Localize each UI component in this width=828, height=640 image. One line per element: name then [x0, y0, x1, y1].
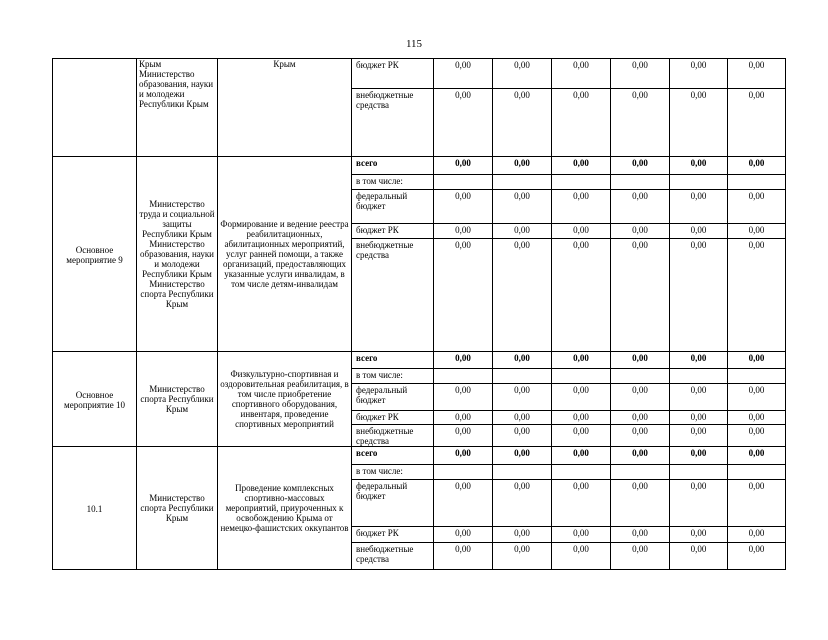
amount-cell: 0,00 — [728, 384, 786, 411]
amount-cell: 0,00 — [728, 543, 786, 570]
executor-cell: Министерство спорта Республики Крым — [137, 352, 218, 447]
amount-cell: 0,00 — [493, 447, 552, 465]
amount-cell: 0,00 — [552, 480, 611, 527]
amount-cell: 0,00 — [434, 239, 493, 352]
amount-cell: 0,00 — [611, 59, 670, 89]
page-number: 115 — [405, 38, 423, 50]
amount-cell: 0,00 — [552, 157, 611, 175]
funding-source-cell: в том числе: — [352, 175, 434, 190]
amount-cell: 0,00 — [552, 224, 611, 239]
amount-cell: 0,00 — [434, 157, 493, 175]
amount-cell: 0,00 — [552, 352, 611, 369]
amount-cell: 0,00 — [670, 89, 728, 157]
amount-cell: 0,00 — [434, 527, 493, 543]
executor-cell: Министерство труда и социальной защиты Республики Крым Министерство образования, науки и молодежи Республики Крым Министерство спорта Республики Крым — [137, 157, 218, 352]
description-cell: Проведение комплексных спортивно-массовых мероприятий, приуроченных к освобождению Крыма от немецко-фашистских оккупантов — [218, 447, 352, 570]
funding-source-cell: всего — [352, 352, 434, 369]
funding-source-cell: внебюджетные средства — [352, 89, 434, 157]
event-cell: Основное мероприятие 10 — [53, 352, 137, 447]
funding-source-cell: всего — [352, 157, 434, 175]
event-cell: Основное мероприятие 9 — [53, 157, 137, 352]
amount-cell: 0,00 — [493, 239, 552, 352]
amount-cell: 0,00 — [552, 239, 611, 352]
amount-cell: 0,00 — [611, 411, 670, 425]
amount-cell: 0,00 — [670, 157, 728, 175]
amount-cell — [728, 369, 786, 384]
amount-cell: 0,00 — [493, 352, 552, 369]
amount-cell — [611, 369, 670, 384]
table-row — [53, 447, 786, 465]
amount-cell: 0,00 — [728, 480, 786, 527]
funding-source-cell: бюджет РК — [352, 224, 434, 239]
amount-cell — [552, 175, 611, 190]
funding-source-cell: в том числе: — [352, 465, 434, 480]
amount-cell: 0,00 — [552, 411, 611, 425]
amount-cell — [670, 175, 728, 190]
executor-cell: Крым Министерство образования, науки и молодежи Республики Крым — [137, 59, 218, 157]
funding-source-cell: внебюджетные средства — [352, 543, 434, 570]
amount-cell: 0,00 — [670, 527, 728, 543]
amount-cell: 0,00 — [552, 59, 611, 89]
amount-cell — [611, 465, 670, 480]
amount-cell: 0,00 — [493, 411, 552, 425]
amount-cell: 0,00 — [493, 384, 552, 411]
amount-cell: 0,00 — [552, 543, 611, 570]
amount-cell — [611, 175, 670, 190]
amount-cell — [434, 465, 493, 480]
amount-cell: 0,00 — [611, 384, 670, 411]
amount-cell — [434, 175, 493, 190]
amount-cell: 0,00 — [670, 239, 728, 352]
amount-cell: 0,00 — [434, 89, 493, 157]
funding-source-cell: бюджет РК — [352, 527, 434, 543]
funding-source-cell: федеральный бюджет — [352, 384, 434, 411]
amount-cell: 0,00 — [611, 543, 670, 570]
amount-cell: 0,00 — [728, 224, 786, 239]
amount-cell: 0,00 — [434, 352, 493, 369]
amount-cell — [493, 465, 552, 480]
amount-cell: 0,00 — [670, 59, 728, 89]
amount-cell: 0,00 — [728, 447, 786, 465]
funding-source-cell: в том числе: — [352, 369, 434, 384]
amount-cell — [670, 465, 728, 480]
table-row — [53, 352, 786, 369]
funding-source-cell: бюджет РК — [352, 59, 434, 89]
funding-source-cell: всего — [352, 447, 434, 465]
amount-cell: 0,00 — [552, 190, 611, 224]
amount-cell: 0,00 — [728, 59, 786, 89]
funding-source-cell: бюджет РК — [352, 411, 434, 425]
event-cell: 10.1 — [53, 447, 137, 570]
amount-cell: 0,00 — [670, 224, 728, 239]
amount-cell — [493, 175, 552, 190]
description-cell: Крым — [218, 59, 352, 157]
amount-cell: 0,00 — [670, 543, 728, 570]
amount-cell: 0,00 — [670, 447, 728, 465]
table-row — [53, 59, 786, 89]
amount-cell: 0,00 — [728, 157, 786, 175]
amount-cell — [670, 369, 728, 384]
executor-cell: Министерство спорта Республики Крым — [137, 447, 218, 570]
amount-cell: 0,00 — [493, 425, 552, 447]
amount-cell: 0,00 — [434, 190, 493, 224]
amount-cell: 0,00 — [493, 543, 552, 570]
amount-cell: 0,00 — [434, 384, 493, 411]
amount-cell: 0,00 — [728, 190, 786, 224]
amount-cell: 0,00 — [434, 447, 493, 465]
funding-source-cell: внебюджетные средства — [352, 239, 434, 352]
amount-cell: 0,00 — [552, 89, 611, 157]
amount-cell: 0,00 — [493, 480, 552, 527]
amount-cell: 0,00 — [611, 224, 670, 239]
amount-cell: 0,00 — [670, 352, 728, 369]
table-row — [53, 157, 786, 175]
amount-cell: 0,00 — [670, 384, 728, 411]
amount-cell: 0,00 — [611, 239, 670, 352]
amount-cell: 0,00 — [611, 190, 670, 224]
amount-cell: 0,00 — [611, 352, 670, 369]
amount-cell: 0,00 — [728, 411, 786, 425]
amount-cell: 0,00 — [611, 89, 670, 157]
amount-cell: 0,00 — [728, 89, 786, 157]
event-cell — [53, 59, 137, 157]
amount-cell: 0,00 — [434, 224, 493, 239]
amount-cell — [728, 175, 786, 190]
amount-cell: 0,00 — [552, 527, 611, 543]
amount-cell: 0,00 — [728, 352, 786, 369]
amount-cell: 0,00 — [434, 425, 493, 447]
amount-cell — [434, 369, 493, 384]
amount-cell: 0,00 — [434, 59, 493, 89]
description-cell: Формирование и ведение реестра реабилитационных, абилитационных мероприятий, услуг ранней помощи, а также организаций, предоставляющих указанные услуги инвалидам, в том числе детям-инвалидам — [218, 157, 352, 352]
amount-cell: 0,00 — [611, 480, 670, 527]
amount-cell: 0,00 — [552, 425, 611, 447]
amount-cell: 0,00 — [552, 447, 611, 465]
amount-cell: 0,00 — [670, 411, 728, 425]
amount-cell — [728, 465, 786, 480]
amount-cell: 0,00 — [670, 480, 728, 527]
amount-cell: 0,00 — [611, 425, 670, 447]
amount-cell: 0,00 — [493, 89, 552, 157]
amount-cell: 0,00 — [670, 425, 728, 447]
amount-cell: 0,00 — [434, 480, 493, 527]
amount-cell: 0,00 — [493, 224, 552, 239]
amount-cell: 0,00 — [493, 190, 552, 224]
amount-cell: 0,00 — [611, 447, 670, 465]
budget-table — [52, 58, 786, 570]
funding-source-cell: внебюджетные средства — [352, 425, 434, 447]
funding-source-cell: федеральный бюджет — [352, 480, 434, 527]
amount-cell: 0,00 — [552, 384, 611, 411]
amount-cell: 0,00 — [728, 239, 786, 352]
amount-cell: 0,00 — [728, 527, 786, 543]
amount-cell — [493, 369, 552, 384]
amount-cell: 0,00 — [434, 411, 493, 425]
amount-cell: 0,00 — [670, 190, 728, 224]
amount-cell: 0,00 — [611, 157, 670, 175]
amount-cell: 0,00 — [434, 543, 493, 570]
funding-source-cell: федеральный бюджет — [352, 190, 434, 224]
amount-cell: 0,00 — [493, 157, 552, 175]
amount-cell: 0,00 — [611, 527, 670, 543]
amount-cell: 0,00 — [493, 527, 552, 543]
amount-cell — [552, 369, 611, 384]
amount-cell: 0,00 — [728, 425, 786, 447]
amount-cell — [552, 465, 611, 480]
description-cell: Физкультурно-спортивная и оздоровительная реабилитация, в том числе приобретение спортивного оборудования, инвентаря, проведение спортивных мероприятий — [218, 352, 352, 447]
amount-cell: 0,00 — [493, 59, 552, 89]
